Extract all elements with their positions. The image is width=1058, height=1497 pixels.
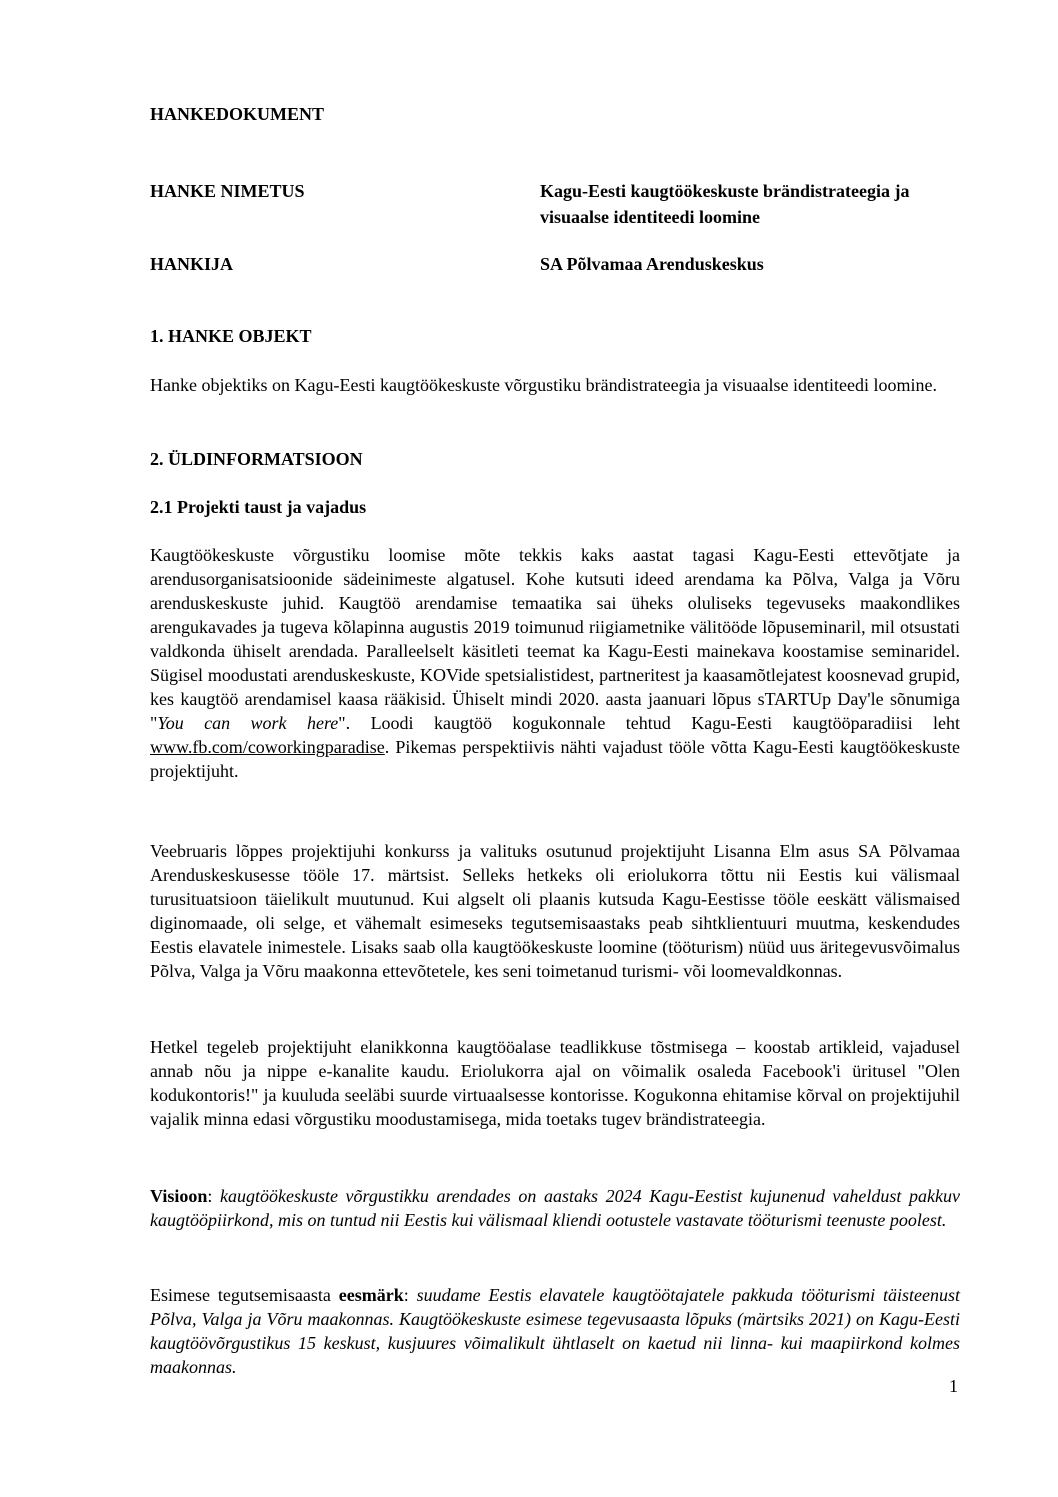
background-text-middle: ". Loodi kaugtöö kogukonnale tehtud Kagu-Eesti kaugtööparadiisi leht: [338, 713, 960, 733]
procurement-name-value: Kagu-Eesti kaugtöökeskuste brändistrateegia ja visuaalse identiteedi loomine: [540, 181, 910, 227]
document-title: HANKEDOKUMENT: [150, 104, 325, 124]
slogan-text: You can work here: [157, 713, 339, 733]
background-text-end: . Pikemas perspektiivis nähti vajadust tööle võtta Kagu-Eesti kaugtöökeskuste projektijuht.: [150, 737, 960, 781]
goal-text: suudame Eestis elavatele kaugtöötajatele pakkuda tööturismi täisteenust Põlva, Valga ja Võru maakonnas. Kaugtöökeskuste esimese tegevusaasta lõpuks (märtsiks 2021) on Kagu-Eesti kaugtöövõrgustikus 15 keskust, kusjuures võimalikult ühtlaselt on kaetud nii linna- kui maapiirkond kolmes maakonnas.: [150, 1285, 960, 1377]
section-1-text: Hanke objektiks on Kagu-Eesti kaugtöökeskuste võrgustiku brändistrateegia ja visuaalse identiteedi loomine.: [150, 375, 937, 395]
vision-label: Visioon: [150, 1186, 208, 1206]
current-activity-paragraph: Hetkel tegeleb projektijuht elanikkonna kaugtööalase teadlikkuse tõstmisega – koostab artikleid, vajadusel annab nõu ja nippe e-kanalite kaudu. Eriolukorra ajal on võimalik osaleda Facebook'i üritusel "Olen kodukontoris!" ja kuuluda seeläbi suurde virtuaalsesse kontorisse. Kogukonna ehitamise kõrval on projektijuhil vajalik minna edasi võrgustiku moodustamisega, mida toetaks tugev brändistrateegia.: [150, 1037, 960, 1129]
section-1-heading: 1. HANKE OBJEKT: [150, 326, 312, 346]
project-manager-paragraph: Veebruaris lõppes projektijuhi konkurss ja valituks osutunud projektijuht Lisanna Elm asus SA Põlvamaa Arenduskeskusesse tööle 17. märtsist. Selleks hetkeks oli eriolukorra tõttu nii Eestis kui välismaal turusituatsioon täielikult muutunud. Kui algselt oli plaanis kutsuda Kagu-Eestisse tööle eeskätt välismaised diginomaade, oli selge, et vähemalt esimeseks tegutsemisaastaks peab sihtklientuuri muutma, keskendudes Eestis elavatele inimestele. Lisaks saab olla kaugtöökeskuste loomine (tööturism) nüüd uus äritegevusvõimalus Põlva, Valga ja Võru maakonna ettevõtetele, kes seni toimetanud turismi- või loomevaldkonnas.: [150, 841, 960, 981]
facebook-link[interactable]: www.fb.com/coworkingparadise: [150, 737, 385, 757]
vision-text: kaugtöökeskuste võrgustikku arendades on aastaks 2024 Kagu-Eestist kujunenud vaheldust pakkuv kaugtööpiirkond, mis on tuntud nii Eestis kui välismaal kliendi ootustele vastavate tööturismi teenuste poolest.: [150, 1186, 960, 1230]
procurement-name-row: [150, 178, 960, 230]
section-2-1-subheading: 2.1 Projekti taust ja vajadus: [150, 497, 367, 517]
background-text-start: Kaugtöökeskuste võrgustiku loomise mõte tekkis kaks aastat tagasi Kagu-Eesti ettevõtjate ja arendusorganisatsioonide sädeinimeste algatusel. Kohe kutsuti ideed arendama ka Põlva, Valga ja Võru arenduskeskuste juhid. Kaugtöö arendamise temaatika sai üheks oluliseks tegevuseks maakondlikes arengukavades ja tugeva kõlapinna augustis 2019 toimunud riigiametnike välitööde lõpuseminaril, mil otsustati valdkonda ühiselt arendada. Paralleelselt käsitleti teemat ka Kagu-Eesti mainekava koostamise seminaridel. Sügisel moodustati arenduskeskuste, KOVide spetsialistidest, partneritest ja kaasamõtlejatest koosnevad grupid, kes kaugtöö arendamisel kaasa rääkisid. Ühiselt mindi 2020. aasta jaanuari lõpus sTARTUp Day'le sõnumiga ": [150, 545, 960, 733]
procurer-label: HANKIJA: [150, 254, 234, 274]
goal-colon: :: [403, 1285, 417, 1305]
goal-label: eesmärk: [338, 1285, 404, 1305]
goal-prefix: Esimese tegutsemisaasta: [150, 1285, 339, 1305]
section-2-heading: 2. ÜLDINFORMATSIOON: [150, 449, 363, 469]
background-paragraph: [150, 543, 960, 783]
page-number: 1: [949, 1376, 958, 1396]
procurer-value: SA Põlvamaa Arenduskeskus: [540, 254, 764, 274]
procurement-name-label: HANKE NIMETUS: [150, 181, 305, 201]
vision-colon: :: [207, 1186, 220, 1206]
vision-paragraph: [150, 1184, 960, 1232]
goal-paragraph: [150, 1283, 960, 1379]
